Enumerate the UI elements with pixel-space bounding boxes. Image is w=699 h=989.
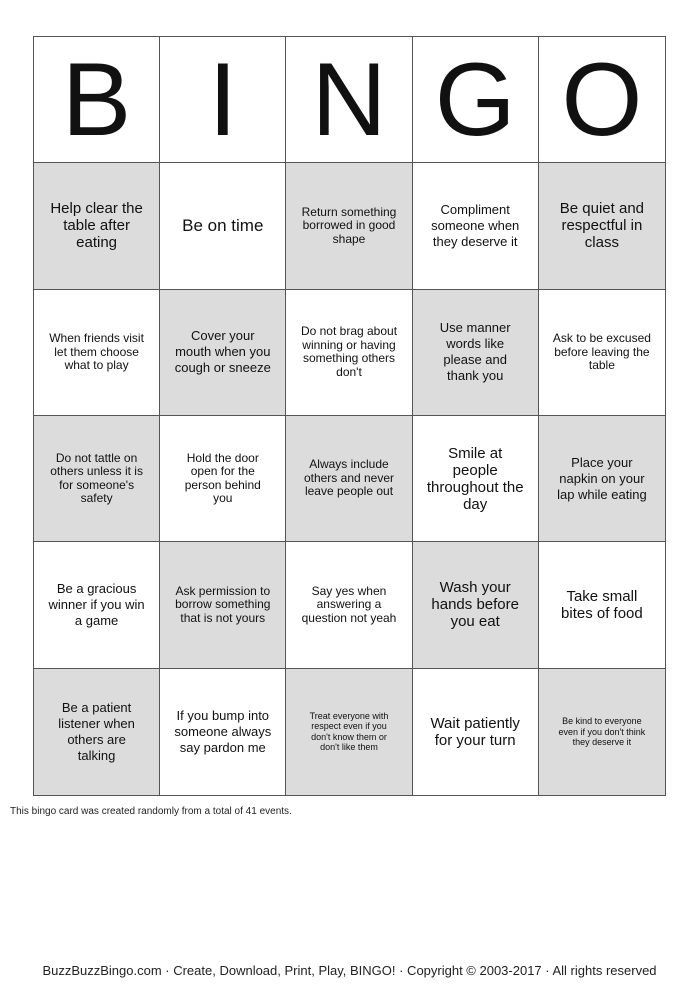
- bingo-square: Treat everyone with respect even if you don't know them or don't like them: [286, 669, 412, 795]
- bingo-square: Do not tattle on others unless it is for someone's safety: [34, 416, 160, 542]
- bingo-square: Smile at people throughout the day: [413, 416, 539, 542]
- bingo-square: Help clear the table after eating: [34, 163, 160, 289]
- bingo-square: Do not brag about winning or having something others don't: [286, 290, 412, 416]
- header-letter-o: O: [539, 37, 665, 163]
- bingo-square: Be quiet and respectful in class: [539, 163, 665, 289]
- bingo-square: If you bump into someone always say pardon me: [160, 669, 286, 795]
- site-footer: BuzzBuzzBingo.com · Create, Download, Print, Play, BINGO! · Copyright © 2003-2017 · All rights reserved: [42, 963, 657, 978]
- bingo-square: Wash your hands before you eat: [413, 542, 539, 668]
- bingo-square: Place your napkin on your lap while eating: [539, 416, 665, 542]
- bingo-square: Always include others and never leave people out: [286, 416, 412, 542]
- bingo-square: Compliment someone when they deserve it: [413, 163, 539, 289]
- bingo-square: Be a gracious winner if you win a game: [34, 542, 160, 668]
- bingo-square: Cover your mouth when you cough or sneeze: [160, 290, 286, 416]
- bingo-square: Ask permission to borrow something that is not yours: [160, 542, 286, 668]
- bingo-square: Be on time: [160, 163, 286, 289]
- bingo-square: Wait patiently for your turn: [413, 669, 539, 795]
- bingo-square: When friends visit let them choose what to play: [34, 290, 160, 416]
- header-letter-b: B: [34, 37, 160, 163]
- bingo-square: Say yes when answering a question not yeah: [286, 542, 412, 668]
- header-letter-i: I: [160, 37, 286, 163]
- bingo-square: Be a patient listener when others are talking: [34, 669, 160, 795]
- bingo-square: Return something borrowed in good shape: [286, 163, 412, 289]
- bingo-card: [33, 36, 666, 796]
- header-letter-g: G: [413, 37, 539, 163]
- card-generation-note: This bingo card was created randomly from a total of 41 events.: [10, 806, 292, 817]
- bingo-square: Use manner words like please and thank you: [413, 290, 539, 416]
- bingo-square: Ask to be excused before leaving the table: [539, 290, 665, 416]
- bingo-square: Take small bites of food: [539, 542, 665, 668]
- bingo-square: Hold the door open for the person behind you: [160, 416, 286, 542]
- header-letter-n: N: [286, 37, 412, 163]
- bingo-square: Be kind to everyone even if you don't think they deserve it: [539, 669, 665, 795]
